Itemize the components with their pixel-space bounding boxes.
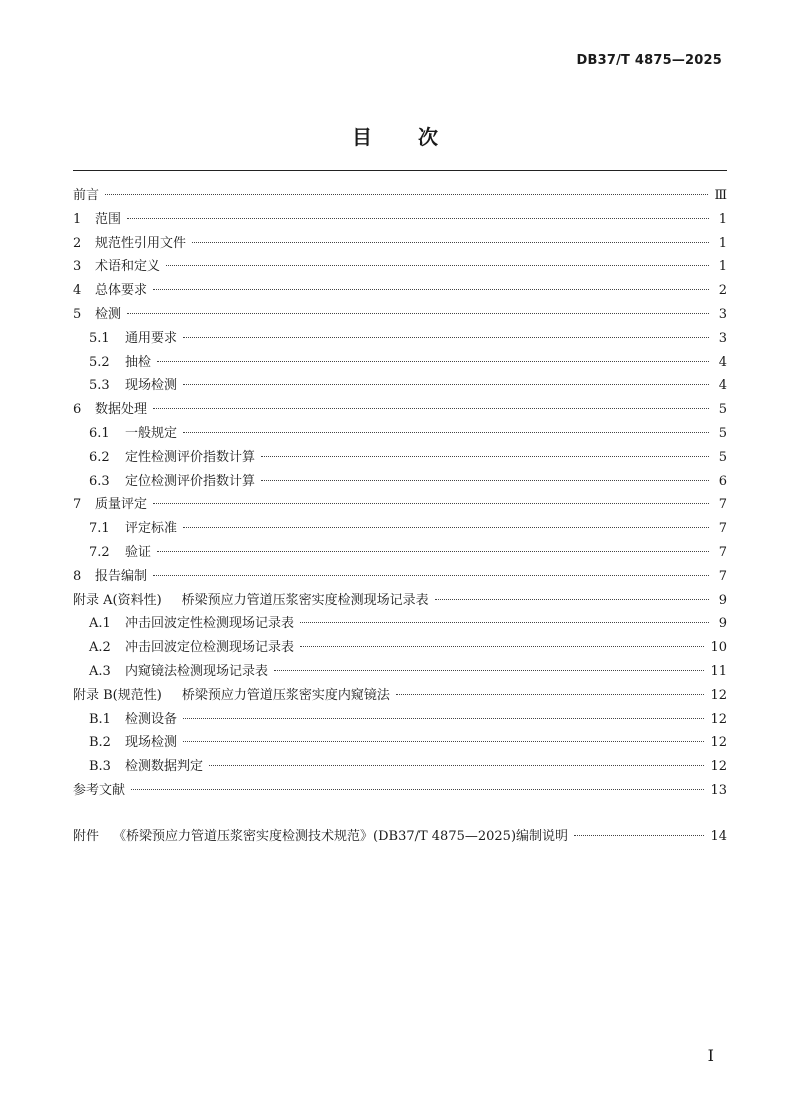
toc-leader-dots [127, 313, 709, 314]
toc-leader-dots [131, 789, 704, 790]
toc-entry[interactable] [73, 208, 727, 232]
toc-entry-number: 8 [73, 568, 82, 584]
toc-entry-title: 质量评定 [95, 497, 148, 513]
toc-leader-dots [183, 432, 709, 433]
toc-entry-page: 5 [718, 402, 727, 418]
toc-entry[interactable] [73, 398, 727, 422]
toc-leader-dots [183, 337, 709, 338]
toc-entry[interactable] [73, 565, 727, 589]
toc-entry-title: 桥梁预应力管道压浆密实度内窥镜法 [181, 687, 390, 703]
toc-entry-page: 10 [710, 640, 727, 656]
toc-entry-title: 前言 [73, 188, 100, 203]
toc-leader-dots [157, 551, 709, 552]
toc-entry-number: 7 [73, 497, 82, 513]
toc-entry-number: 6.2 [89, 449, 110, 465]
toc-leader-dots [274, 670, 704, 671]
toc-entry[interactable] [73, 255, 727, 279]
toc-entry-page: 11 [710, 663, 727, 679]
toc-entry-title: 范围 [95, 211, 122, 227]
toc-entry[interactable] [73, 589, 727, 613]
toc-entry[interactable] [73, 731, 727, 755]
toc-leader-dots [300, 622, 709, 623]
toc-entry-number: B.1 [89, 711, 111, 727]
toc-entry[interactable] [73, 612, 727, 636]
toc-entry-number: 6.1 [89, 425, 110, 441]
toc-leader-dots [192, 242, 709, 243]
toc-entry-title: 现场检测 [125, 378, 178, 394]
toc-entry-number: 5.3 [89, 378, 110, 394]
toc-entry[interactable] [73, 470, 727, 494]
toc-entry-number: 3 [73, 259, 82, 275]
toc-entry-title: 通用要求 [125, 330, 178, 346]
toc-entry-number: B.2 [89, 735, 111, 751]
toc-entry-title: 《桥梁预应力管道压浆密实度检测技术规范》(DB37/T 4875—2025)编制说明 [113, 828, 569, 844]
toc-entry[interactable] [73, 541, 727, 565]
toc-entry-page: 1 [718, 235, 727, 251]
toc-entry-page: 7 [718, 568, 727, 584]
toc-leader-dots [127, 218, 709, 219]
toc-entry-page: 1 [718, 211, 727, 227]
toc-entry-number: 1 [73, 211, 82, 227]
toc-entry[interactable] [73, 184, 727, 208]
document-code: DB37/T 4875—2025 [576, 53, 722, 68]
toc-leader-dots [183, 741, 704, 742]
toc-entry-title: 冲击回波定性检测现场记录表 [125, 616, 295, 632]
toc-entry[interactable] [73, 825, 727, 849]
toc-entry-number: 5.2 [89, 354, 110, 370]
toc-entry[interactable] [73, 422, 727, 446]
toc-entry-page: 4 [718, 354, 727, 370]
toc-entry-title: 检测 [95, 306, 122, 322]
toc-entry-number: 2 [73, 235, 82, 251]
toc-entry[interactable] [73, 493, 727, 517]
toc-entry-page: 14 [710, 828, 727, 844]
toc-entry-number: 5.1 [89, 330, 110, 346]
toc-entry-number: 5 [73, 306, 82, 322]
toc-entry-number: A.1 [89, 616, 111, 632]
toc-entry-number: A.3 [89, 663, 111, 679]
toc-entry[interactable] [73, 708, 727, 732]
toc-leader-dots [153, 575, 709, 576]
toc-entry[interactable] [73, 279, 727, 303]
table-of-contents [73, 184, 727, 849]
toc-entry-title: 定位检测评价指数计算 [125, 473, 256, 489]
toc-entry[interactable] [73, 374, 727, 398]
toc-leader-dots [153, 503, 709, 504]
toc-leader-dots [261, 456, 709, 457]
toc-entry-page: 5 [718, 425, 727, 441]
toc-leader-dots [209, 765, 704, 766]
toc-entry-page: Ⅲ [714, 188, 727, 203]
toc-leader-dots [574, 835, 704, 836]
toc-leader-dots [435, 599, 709, 600]
toc-entry[interactable] [73, 351, 727, 375]
toc-entry-title: 评定标准 [125, 521, 178, 537]
toc-entry-title: 一般规定 [125, 425, 178, 441]
toc-entry-page: 7 [718, 497, 727, 513]
toc-leader-dots [183, 384, 709, 385]
toc-entry-page: 7 [718, 544, 727, 560]
toc-entry-number: 6 [73, 402, 82, 418]
toc-entry-number: 7.1 [89, 521, 110, 537]
toc-entry-page: 1 [718, 259, 727, 275]
toc-entry-page: 9 [718, 616, 727, 632]
toc-entry[interactable] [73, 327, 727, 351]
toc-entry-page: 4 [718, 378, 727, 394]
toc-entry[interactable] [73, 232, 727, 256]
toc-entry[interactable] [73, 755, 727, 779]
toc-entry-page: 7 [718, 521, 727, 537]
toc-entry-page: 3 [718, 306, 727, 322]
toc-entry-title: 冲击回波定位检测现场记录表 [125, 640, 295, 656]
toc-entry-number: 附录 A(资料性) [73, 592, 162, 608]
toc-entry-title: 规范性引用文件 [95, 235, 187, 251]
toc-entry-number: 附录 B(规范性) [73, 687, 162, 703]
toc-entry-title: 桥梁预应力管道压浆密实度检测现场记录表 [181, 592, 429, 608]
toc-leader-dots [183, 718, 704, 719]
toc-entry-title: 内窥镜法检测现场记录表 [125, 663, 269, 679]
toc-entry[interactable] [73, 779, 727, 803]
toc-entry[interactable] [73, 446, 727, 470]
toc-entry-number: 4 [73, 283, 82, 299]
toc-leader-dots [105, 194, 708, 195]
page-title-char-2: 次 [418, 125, 438, 149]
toc-entry-page: 6 [718, 473, 727, 489]
page-title-char-1: 目 [352, 125, 372, 149]
toc-leader-dots [153, 289, 709, 290]
toc-entry-title: 数据处理 [95, 402, 148, 418]
page-number: Ⅰ [707, 1046, 714, 1065]
toc-entry-number: 6.3 [89, 473, 110, 489]
toc-leader-dots [166, 265, 709, 266]
toc-entry-page: 3 [718, 330, 727, 346]
toc-entry-number: A.2 [89, 640, 111, 656]
toc-leader-dots [183, 527, 709, 528]
toc-entry-title: 报告编制 [95, 568, 148, 584]
toc-entry-page: 12 [710, 735, 727, 751]
toc-leader-dots [261, 480, 709, 481]
toc-entry-page: 5 [718, 449, 727, 465]
toc-entry-title: 检测设备 [125, 711, 178, 727]
toc-entry-number: 7.2 [89, 544, 110, 560]
title-divider [73, 170, 727, 171]
toc-entry[interactable] [73, 660, 727, 684]
toc-entry-page: 9 [718, 592, 727, 608]
toc-entry-page: 12 [710, 759, 727, 775]
page-title [0, 121, 790, 150]
toc-entry-title: 总体要求 [95, 283, 148, 299]
toc-entry-title: 检测数据判定 [125, 759, 204, 775]
toc-entry-title: 抽检 [125, 354, 152, 370]
toc-entry-number: 附件 [73, 828, 100, 844]
toc-leader-dots [300, 646, 704, 647]
toc-leader-dots [153, 408, 709, 409]
toc-entry-page: 12 [710, 687, 727, 703]
toc-entry-title: 现场检测 [125, 735, 178, 751]
toc-entry-title: 术语和定义 [95, 259, 161, 275]
toc-entry[interactable] [73, 684, 727, 708]
toc-leader-dots [396, 694, 705, 695]
toc-entry[interactable] [73, 636, 727, 660]
toc-leader-dots [157, 361, 709, 362]
toc-entry-title: 验证 [125, 544, 152, 560]
toc-entry-title: 参考文献 [73, 782, 126, 798]
toc-entry[interactable] [73, 303, 727, 327]
toc-entry-page: 2 [718, 283, 727, 299]
toc-entry-number: B.3 [89, 759, 111, 775]
toc-entry[interactable] [73, 517, 727, 541]
toc-entry-page: 12 [710, 711, 727, 727]
toc-entry-title: 定性检测评价指数计算 [125, 449, 256, 465]
toc-entry-page: 13 [710, 782, 727, 798]
